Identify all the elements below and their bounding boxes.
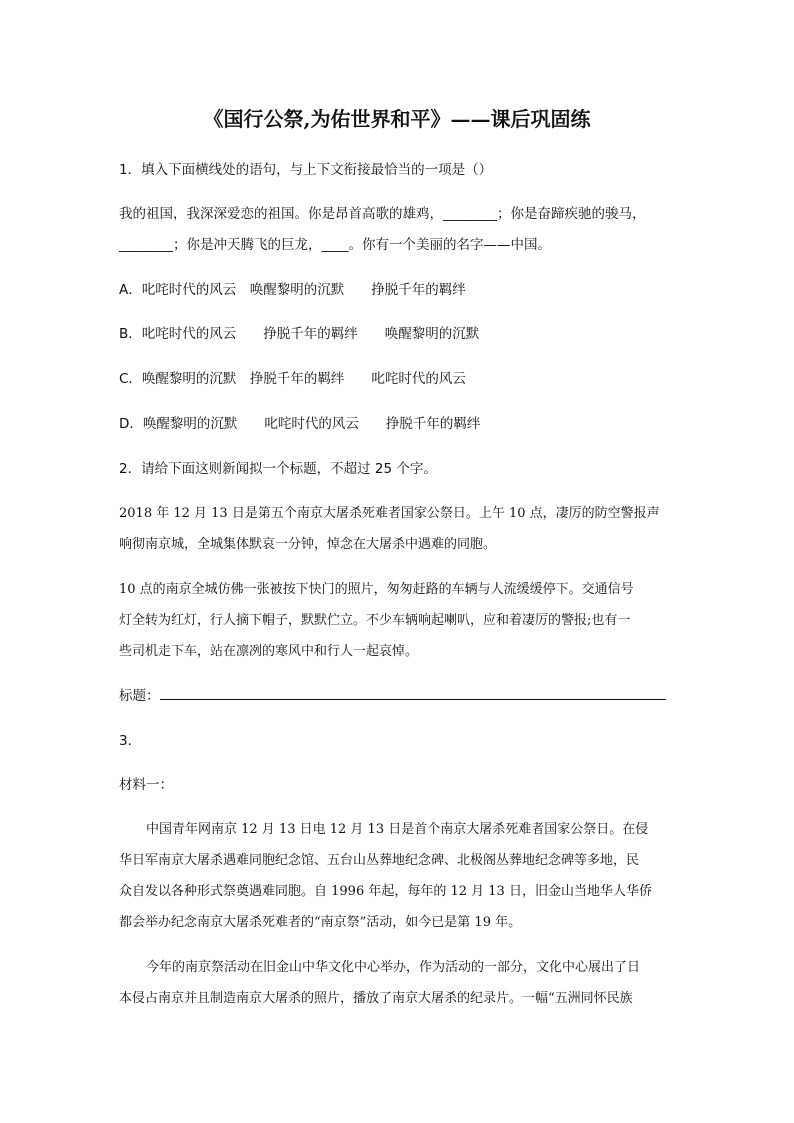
answer-title-label: 标题： [119, 688, 160, 704]
material-paragraph-line: 今年的南京祭活动在旧金山中华文化中心举办，作为活动的一部分，文化中心展出了日 [146, 960, 641, 975]
question-1-passage-line: ________；你是冲天腾飞的巨龙，____。你有一个美丽的名字——中国。 [119, 237, 551, 253]
news-paragraph-line: 灯全转为红灯，行人摘下帽子，默默伫立。不少车辆响起喇叭，应和着凄厉的警报;也有一 [119, 613, 631, 628]
option-c: C．唤醒黎明的沉默 挣脱千年的羁绊 叱咤时代的风云 [119, 371, 466, 387]
question-3-number: 3． [119, 733, 142, 749]
material-paragraph-line: 众自发以各种形式祭奠遇难同胞。自 1996 年起，每年的 12 月 13 日，旧金山当地华人华侨 [119, 884, 652, 899]
news-paragraph-line: 10 点的南京全城仿佛一张被按下快门的照片，匆匆赶路的车辆与人流缓缓停下。交通信号 [119, 582, 634, 597]
news-paragraph-line: 2018 年 12 月 13 日是第五个南京大屠杀死难者国家公祭日。上午 10 点，凄厉的防空警报声 [119, 506, 660, 521]
news-paragraph-line: 响彻南京城，全城集体默哀一分钟，悼念在大屠杀中遇难的同胞。 [119, 537, 497, 552]
document-title: 《国行公祭,为佑世界和平》——课后巩固练 [203, 107, 591, 131]
question-2-stem: 2．请给下面这则新闻拟一个标题，不超过 25 个字。 [119, 461, 437, 477]
option-d: D．唤醒黎明的沉默 叱咤时代的风云 挣脱千年的羁绊 [119, 416, 481, 432]
question-1-passage-line: 我的祖国，我深深爱恋的祖国。你是昂首高歌的雄鸡，________；你是奋蹄疾驰的骏马， [119, 206, 646, 222]
answer-blank-line[interactable] [160, 699, 666, 700]
material-paragraph-line: 本侵占南京并且制造南京大屠杀的照片，播放了南京大屠杀的纪录片。一幅“五洲同怀民族 [119, 991, 633, 1006]
option-a: A．叱咤时代的风云 唤醒黎明的沉默 挣脱千年的羁绊 [119, 282, 466, 298]
option-b: B．叱咤时代的风云 挣脱千年的羁绊 唤醒黎明的沉默 [119, 326, 480, 342]
question-1-stem: 1．填入下面横线处的语句，与上下文衔接最恰当的一项是（） [119, 162, 493, 178]
material-paragraph-line: 中国青年网南京 12 月 13 日电 12 月 13 日是首个南京大屠杀死难者国家公祭日。在侵 [146, 822, 649, 837]
material-paragraph-line: 华日军南京大屠杀遇难同胞纪念馆、五台山丛葬地纪念碑、北极阁丛葬地纪念碑等多地，民 [119, 853, 640, 868]
news-paragraph-line: 些司机走下车，站在凛冽的寒风中和行人一起哀悼。 [119, 644, 419, 659]
material-label: 材料一： [119, 777, 173, 793]
material-paragraph-line: 都会举办纪念南京大屠杀死难者的“南京祭”活动，如今已是第 19 年。 [119, 915, 522, 930]
